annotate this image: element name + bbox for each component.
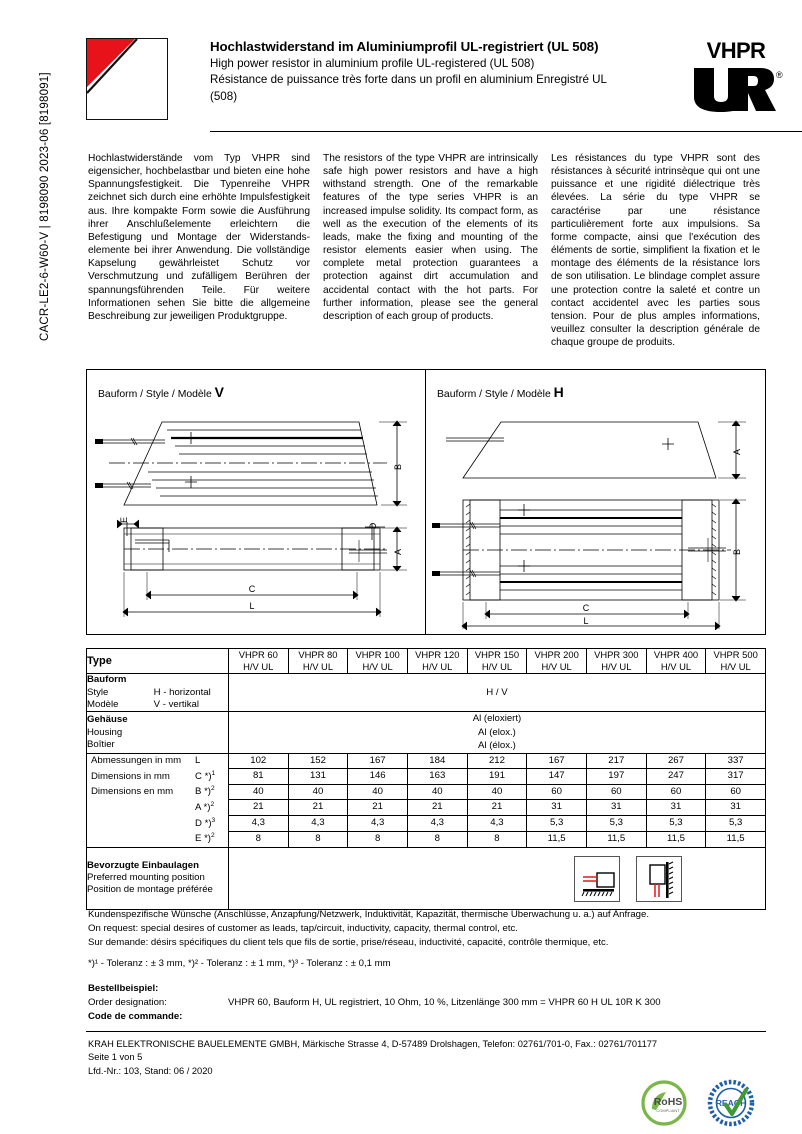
dim-l-v0: 102 [228, 754, 288, 769]
dim-l-v5: 167 [527, 754, 587, 769]
dim-label-b: B [393, 463, 403, 471]
dim-c-v0: 81 [228, 769, 288, 785]
column-sub-2: H/V UL [362, 661, 393, 673]
order-example [88, 982, 764, 1024]
drawing-h-caption [437, 384, 564, 400]
footer-divider [86, 1031, 766, 1032]
dim-a-v7: 31 [646, 800, 706, 816]
housing-value-cell [228, 712, 765, 754]
drawing-h-caption-text: Bauform / Style / Modèle [437, 389, 551, 400]
intro-english-text: The resistors of the type VHPR are intrinsically safe high power resistors and have a high withstand strength. One of the remarkable features of the type series VHPR is an increased impulse solidity. Its compact form, as well as the execution of the elements of its leads, make the fixing and mounting of the resistor elements easier when using. The complete metal protection guarantees a protection against dirt accumulation and accidental contact with the hot parts. For further information, please see the general description of each group of products. [323, 153, 538, 322]
dim-a-v6: 31 [586, 800, 646, 816]
tolerances-note: *)¹ - Toleranz : ± 3 mm, *)² - Toleranz : ± 1 mm, *)³ - Toleranz : ± 0,1 mm [88, 958, 391, 969]
dim-label-cell-b [87, 784, 229, 800]
dim-e-v1: 8 [288, 831, 348, 847]
column-header-3 [407, 649, 467, 674]
column-name-2: VHPR 100 [355, 649, 400, 660]
bauform-option-v: V - vertikal [153, 698, 199, 710]
intro-columns [88, 152, 760, 349]
title-english: High power resistor in aluminium profile UL-registered (UL 508) [210, 56, 535, 70]
dim-label-cell-e [87, 831, 229, 847]
dim-l-v4: 212 [467, 754, 527, 769]
dim-a-v1: 21 [288, 800, 348, 816]
custom-requests-notes [88, 908, 764, 950]
footer-company: KRAH ELEKTRONISCHE BAUELEMENTE GMBH, Märkische Strasse 4, D-57489 Drolshagen, Telefon: 02761/701-0, Fax.: 02761/701177 [88, 1039, 658, 1049]
dim-a-v2: 21 [348, 800, 408, 816]
dim-a-v5: 31 [527, 800, 587, 816]
column-sub-6: H/V UL [601, 661, 632, 673]
table-header-row [87, 649, 766, 674]
dim-code-l: L [195, 755, 201, 767]
dim-l-v7: 267 [646, 754, 706, 769]
dim-e-v0: 8 [228, 831, 288, 847]
dim-sup-b: 2 [211, 785, 215, 793]
title-german: Hochlastwiderstand im Aluminiumprofil UL-registriert (UL 508) [210, 39, 599, 54]
column-header-0 [228, 649, 288, 674]
mounting-vertical-icon [636, 856, 682, 902]
bauform-label-fr-row [87, 699, 228, 711]
drawing-v-caption [98, 384, 224, 400]
column-sub-3: H/V UL [422, 661, 453, 673]
table-row-dim-l [87, 754, 766, 769]
column-sub-4: H/V UL [481, 661, 513, 673]
dim-l-v2: 167 [348, 754, 408, 769]
dim-code-d: D *) [195, 817, 212, 829]
order-value: VHPR 60, Bauform H, UL registriert, 10 Ohm, 10 %, Litzenlänge 300 mm = VHPR 60 H UL 10R K 300 [228, 996, 661, 1008]
mounting-label-cell [87, 847, 229, 909]
page-header [86, 38, 786, 130]
dimensions-label-en: Dimensions in mm [91, 770, 170, 782]
column-name-3: VHPR 120 [415, 649, 460, 660]
dim-e-v2: 8 [348, 831, 408, 847]
dim-a-v4: 21 [467, 800, 527, 816]
column-header-1 [288, 649, 348, 674]
table-row-dim-b [87, 784, 766, 800]
dim-l-v3: 184 [407, 754, 467, 769]
title-french-cont: (508) [210, 89, 238, 103]
ul-recognized-component-mark [688, 62, 784, 116]
dim-label-c-h: C [582, 603, 590, 613]
dim-b-v7: 60 [646, 784, 706, 800]
svg-text:RoHS: RoHS [653, 1096, 683, 1108]
dim-c-v1: 131 [288, 769, 348, 785]
drawing-style-h [426, 370, 765, 634]
mounting-label-fr: Position de montage préférée [87, 884, 213, 896]
order-title-de: Bestellbeispiel: [88, 983, 159, 994]
svg-text:REACH: REACH [715, 1098, 747, 1108]
specification-table [86, 648, 766, 910]
column-header-4 [467, 649, 527, 674]
dim-code-b: B *) [195, 786, 211, 798]
column-name-8: VHPR 500 [713, 649, 758, 660]
dim-label-e: E [119, 516, 129, 524]
page-footer [88, 1038, 764, 1078]
housing-value-en: Al (elox.) [478, 726, 516, 738]
drawing-h-style-letter: H [553, 384, 564, 400]
compliance-badges [638, 1078, 764, 1128]
mounting-horizontal-icon [574, 856, 620, 902]
rohs-compliant-badge [643, 1082, 685, 1124]
table-row-bauform [87, 674, 766, 712]
dim-c-v4: 191 [467, 769, 527, 785]
column-sub-7: H/V UL [660, 661, 692, 673]
column-sub-5: H/V UL [541, 661, 572, 673]
dim-label-cell-a [87, 800, 229, 816]
dim-b-v8: 60 [706, 784, 766, 800]
intro-german-text: Hochlastwiderstände vom Typ VHPR sind eigensicher, hochbelastbar und bieten eine hohe Spannungsfestigkeit. Die Typenreihe VHPR zeichnet sich durch eine erhöhte Impulsfestigkeit aus. Ihre kompakte Form sowie die Ausführung ihrer Anschlußelemente erleichtern die Befestigung und Montage der Widerstands-elemente bei ihrer Anwendung. Die vollständige Kapselung gewährleistet Schutz vor Verschmutzung und zufälligem Berühren der spannungsführenden Teile. Für weitere Informationen sehen Sie bitte die allgemeine Beschreibung zur jeweiligen Produktgruppe. [88, 153, 310, 322]
type-label-cell: Type [87, 649, 229, 674]
dim-c-v3: 163 [407, 769, 467, 785]
dim-sup-d: 3 [211, 816, 216, 824]
dim-a-v3: 21 [407, 800, 467, 816]
dim-e-v3: 8 [407, 831, 467, 847]
dim-a-v0: 21 [228, 800, 288, 816]
dim-label-l: L [249, 601, 255, 611]
footer-revision: Lfd.-Nr.: 103, Stand: 06 / 2020 [88, 1065, 213, 1076]
housing-label-en: Housing [87, 726, 123, 738]
dim-b-v3: 40 [407, 784, 467, 800]
intro-french-text: Les résistances du type VHPR sont des résistances à sécurité intrinsèque qui ont une puissance et une rigidité diélectrique très élevées. La série du type VHPR se caractérise par une résistance particulièrement forte aux impulsions. Sa forme compacte, ainsi que l'exécution des éléments de sortie, simplifient la fixation et le montage des éléments de la résistance lors de son utilisation. Le blindage complet assure une protection contre la saleté et contre un contact accidentel avec les parties sous tension. Pour de plus amples informations, veuillez consulter la description générale de chaque groupe de produits. [551, 153, 760, 349]
dim-d-v7: 5,3 [646, 816, 706, 832]
dim-e-v7: 11,5 [646, 831, 706, 847]
table-row-housing [87, 712, 766, 754]
krah-logo [86, 38, 168, 120]
dim-e-v4: 8 [467, 831, 527, 847]
housing-label-de: Gehäuse [87, 714, 128, 726]
dim-l-v8: 337 [706, 754, 766, 769]
table-row-dim-e [87, 831, 766, 847]
dimensions-label-fr: Dimensions en mm [91, 786, 174, 798]
dim-e-v6: 11,5 [586, 831, 646, 847]
dim-d-v5: 5,3 [527, 816, 587, 832]
header-titles [210, 38, 690, 105]
housing-value-fr: Al (élox.) [478, 740, 516, 752]
dim-l-v1: 152 [288, 754, 348, 769]
housing-value-de: Al (eloxiert) [472, 713, 522, 725]
dim-b-v2: 40 [348, 784, 408, 800]
bauform-label-fr: Modèle [87, 698, 119, 710]
dim-b-v5: 60 [527, 784, 587, 800]
bauform-label-en: Style [87, 686, 109, 698]
dim-b-v6: 60 [586, 784, 646, 800]
table-row-dim-d [87, 816, 766, 832]
dim-b-v0: 40 [228, 784, 288, 800]
dim-label-c: C [248, 584, 256, 594]
dim-l-v6: 217 [586, 754, 646, 769]
dim-b-v4: 40 [467, 784, 527, 800]
column-name-4: VHPR 150 [474, 649, 520, 660]
dim-label-b-h: B [732, 548, 742, 556]
column-name-7: VHPR 400 [653, 649, 699, 660]
table-row-dim-c [87, 769, 766, 785]
column-header-2 [348, 649, 408, 674]
column-header-6 [586, 649, 646, 674]
column-header-5 [527, 649, 587, 674]
mounting-icons [574, 856, 682, 902]
registered-symbol: ® [776, 70, 783, 80]
note-french: Sur demande: désirs spécifiques du client tels que fils de sortie, prise/réseau, inductivité, capacité, contrôle thermique, etc. [88, 936, 609, 948]
column-name-1: VHPR 80 [298, 649, 338, 660]
table-row-dim-a [87, 800, 766, 816]
intro-german [88, 152, 310, 349]
intro-english [323, 152, 538, 349]
dim-code-a: A *) [195, 802, 211, 814]
technical-drawings [86, 369, 766, 635]
dim-sup-c: 1 [211, 769, 216, 777]
reach-compliant-badge [710, 1082, 752, 1124]
footer-page-number: Seite 1 von 5 [88, 1052, 143, 1063]
dim-label-a: A [393, 548, 403, 556]
dim-c-v2: 146 [348, 769, 408, 785]
note-german: Kundenspezifische Wünsche (Anschlüsse, Anzapfung/Netzwerk, Induktivität, Kapazität, thermische Überwachung u. a.) auf Anfrage. [88, 909, 650, 920]
housing-label-cell [87, 712, 229, 754]
order-label-fr: Code de commande: [88, 1010, 183, 1022]
dim-label-l-h: L [583, 616, 589, 626]
dim-d-v6: 5,3 [586, 816, 646, 832]
bauform-option-h: H - horizontal [153, 686, 211, 698]
dim-a-v8: 31 [706, 800, 766, 816]
drawing-v-svg [87, 400, 427, 630]
order-label-en: Order designation: [88, 996, 167, 1008]
column-sub-1: H/V UL [302, 661, 334, 673]
bauform-label-de: Bauform [87, 674, 127, 686]
note-english: On request: special desires of customer as leads, tap/circuit, inductivity, capacity, thermal control, etc. [88, 922, 518, 934]
dim-c-v5: 147 [527, 769, 587, 785]
mounting-label-en: Preferred mounting position [87, 872, 205, 884]
dim-code-c: C *) [195, 770, 212, 782]
dim-d-v4: 4,3 [467, 816, 527, 832]
mounting-label-de: Bevorzugte Einbaulagen [87, 859, 199, 871]
dim-label-cell-d [87, 816, 229, 832]
document-code-vertical: CACR-LE2-6-W60-V | 8198090 2023-06 [8198091] [39, 72, 51, 341]
dim-code-e: E *) [195, 833, 211, 845]
dim-label-cell-l [87, 754, 229, 769]
table-row-mounting [87, 847, 766, 909]
housing-label-fr: Boîtier [87, 738, 115, 750]
column-name-6: VHPR 300 [594, 649, 639, 660]
bauform-value: H / V [228, 674, 765, 712]
dim-d-v3: 4,3 [407, 816, 467, 832]
logo-diagonal-line [86, 38, 168, 120]
column-sub-0: H/V UL [243, 661, 274, 673]
dim-d-v2: 4,3 [348, 816, 408, 832]
ul-brand-block [688, 40, 784, 126]
dim-e-v8: 11,5 [706, 831, 766, 847]
drawing-style-v [87, 370, 426, 634]
column-name-0: VHPR 60 [238, 649, 278, 660]
title-french: Résistance de puissance très forte dans un profil en aluminium Enregistré UL [210, 73, 607, 87]
dim-label-cell-c [87, 769, 229, 785]
vhpr-brand-text: VHPR [706, 38, 766, 63]
bauform-label-cell [87, 674, 229, 712]
dim-b-v1: 40 [288, 784, 348, 800]
header-divider [210, 131, 802, 132]
dim-d-v1: 4,3 [288, 816, 348, 832]
dim-c-v6: 197 [586, 769, 646, 785]
drawing-v-style-letter: V [214, 384, 225, 400]
bauform-label-en-row [87, 687, 228, 699]
dim-sup-e: 2 [211, 832, 215, 840]
svg-text:COMPLIANT: COMPLIANT [656, 1108, 680, 1113]
dim-d-v0: 4,3 [228, 816, 288, 832]
column-name-5: VHPR 200 [534, 649, 579, 660]
intro-french [551, 152, 760, 349]
dim-label-d: D [368, 522, 378, 530]
drawing-v-caption-text: Bauform / Style / Modèle [98, 389, 212, 400]
column-sub-8: H/V UL [720, 661, 751, 673]
dim-label-a-h: A [732, 448, 742, 456]
column-header-8 [706, 649, 766, 674]
drawing-h-svg [426, 400, 766, 630]
dim-sup-a: 2 [210, 800, 215, 808]
dimensions-label-de: Abmessungen in mm [91, 755, 182, 767]
dim-c-v7: 247 [646, 769, 706, 785]
order-designation-row [88, 996, 764, 1010]
dim-c-v8: 317 [706, 769, 766, 785]
mounting-icons-cell [228, 847, 765, 909]
column-header-7 [646, 649, 706, 674]
dim-d-v8: 5,3 [706, 816, 766, 832]
dim-e-v5: 11,5 [527, 831, 587, 847]
